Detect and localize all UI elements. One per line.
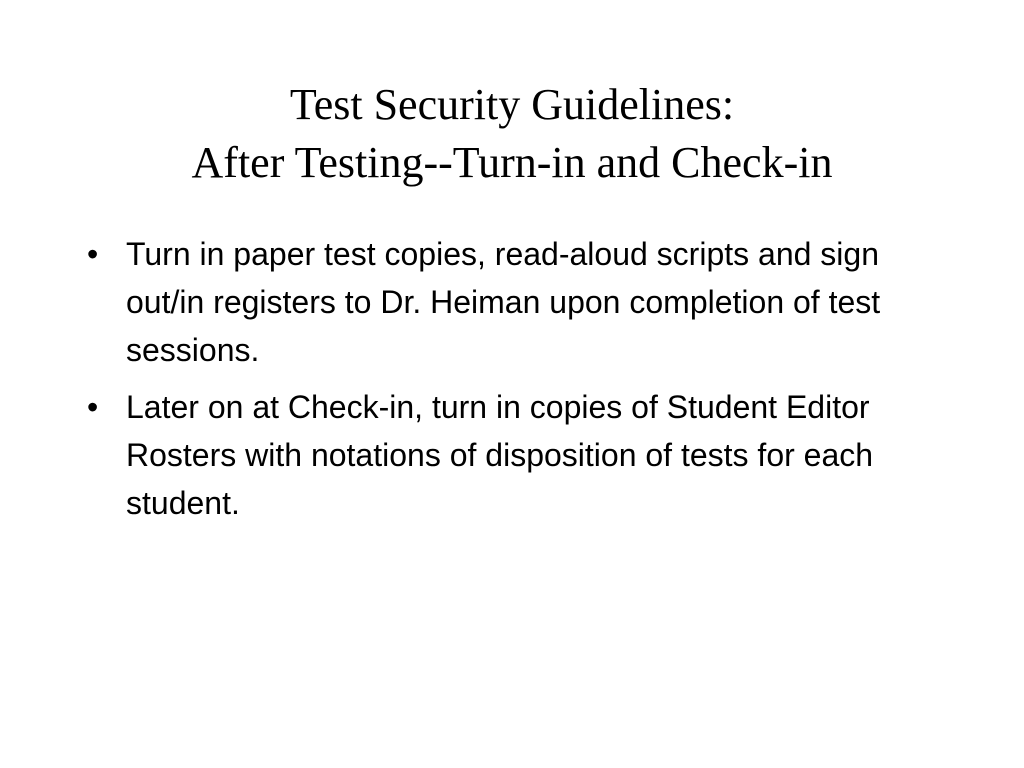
bullet-item: [87, 230, 947, 374]
title-line-2: After Testing--Turn-in and Check-in: [191, 138, 833, 187]
bullet-list: [87, 230, 947, 536]
bullet-icon: •: [87, 236, 99, 272]
bullet-icon: •: [87, 389, 99, 425]
bullet-item: [87, 383, 947, 527]
title-line-1: Test Security Guidelines:: [289, 80, 735, 129]
slide-title: [0, 76, 1024, 192]
bullet-text: Turn in paper test copies, read-aloud scripts and sign out/in registers to Dr. Heiman upon completion of test sessions.: [126, 236, 881, 368]
bullet-text: Later on at Check-in, turn in copies of Student Editor Rosters with notations of disposition of tests for each student.: [126, 389, 874, 521]
